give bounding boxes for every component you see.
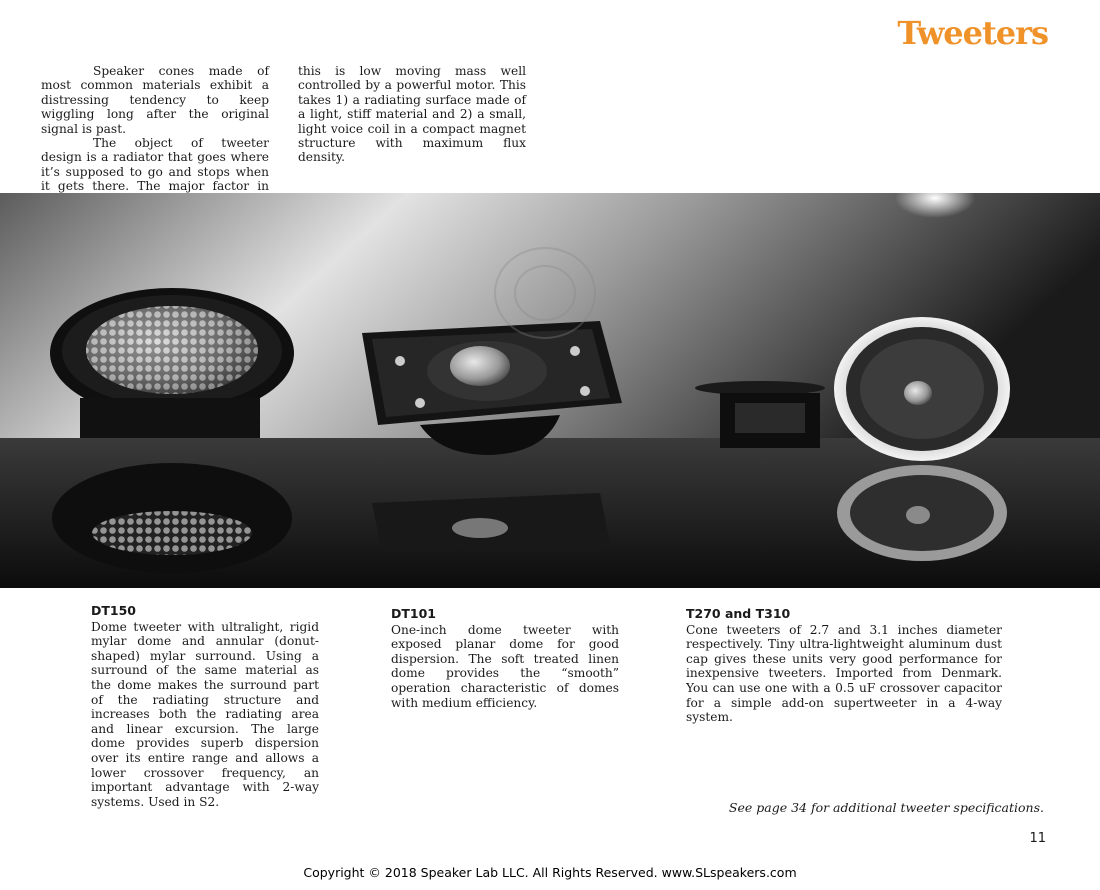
tweeters-photo-illustration xyxy=(0,193,1100,588)
product-description: Dome tweeter with ultralight, rigid mylar dome and annular (donut-shaped) mylar surround. Using a surround of the same material as the dome makes the surround part of the radiating structure and increases both the radiating area and linear excursion. The large dome provides superb dispersion over its entire range and allows a lower crossover frequency, an important advantage with 2-way systems. Used in S2. xyxy=(91,619,319,809)
product-t270-t310 xyxy=(686,607,1002,725)
product-name: DT150 xyxy=(91,603,136,618)
product-dt150 xyxy=(91,604,319,809)
product-description: One-inch dome tweeter with exposed planar dome for good dispersion. The soft treated linen dome provides the “smooth” operation characteristic of domes with medium efficiency. xyxy=(391,622,619,710)
product-description: Cone tweeters of 2.7 and 3.1 inches diameter respectively. Tiny ultra-lightweight aluminum dust cap gives these units very good performance for inexpensive tweeters. Imported from Denmark. You can use one with a 0.5 uF crossover capacitor for a simple add-on supertweeter in a 4-way system. xyxy=(686,622,1002,725)
intro-paragraph: The object of tweeter design is a radiator that goes where it’s supposed to go and stops when it gets there. The major factor in xyxy=(41,136,269,194)
page-title: Tweeters xyxy=(897,14,1048,52)
intro-paragraph: this is low moving mass well controlled by a powerful motor. This takes 1) a radiating surface made of a light, stiff material and 2) a small, light voice coil in a compact magnet structure with maximum flux density. xyxy=(298,64,526,165)
product-dt101 xyxy=(391,607,619,710)
product-name: DT101 xyxy=(391,606,436,621)
tweeters-photo xyxy=(0,193,1100,588)
intro-column-2 xyxy=(298,64,526,165)
product-name: T270 and T310 xyxy=(686,606,791,621)
page-number: 11 xyxy=(1029,831,1046,846)
t310-tweeter-image xyxy=(834,317,1010,561)
intro-column-1 xyxy=(41,64,269,208)
dt150-tweeter-image xyxy=(50,288,294,573)
copyright-footer: Copyright © 2018 Speaker Lab LLC. All Rights Reserved. www.SLspeakers.com xyxy=(303,865,797,880)
specs-note: See page 34 for additional tweeter specifications. xyxy=(728,800,1044,815)
intro-paragraph: Speaker cones made of most common materials exhibit a distressing tendency to keep wiggling long after the original signal is past. xyxy=(41,64,269,136)
